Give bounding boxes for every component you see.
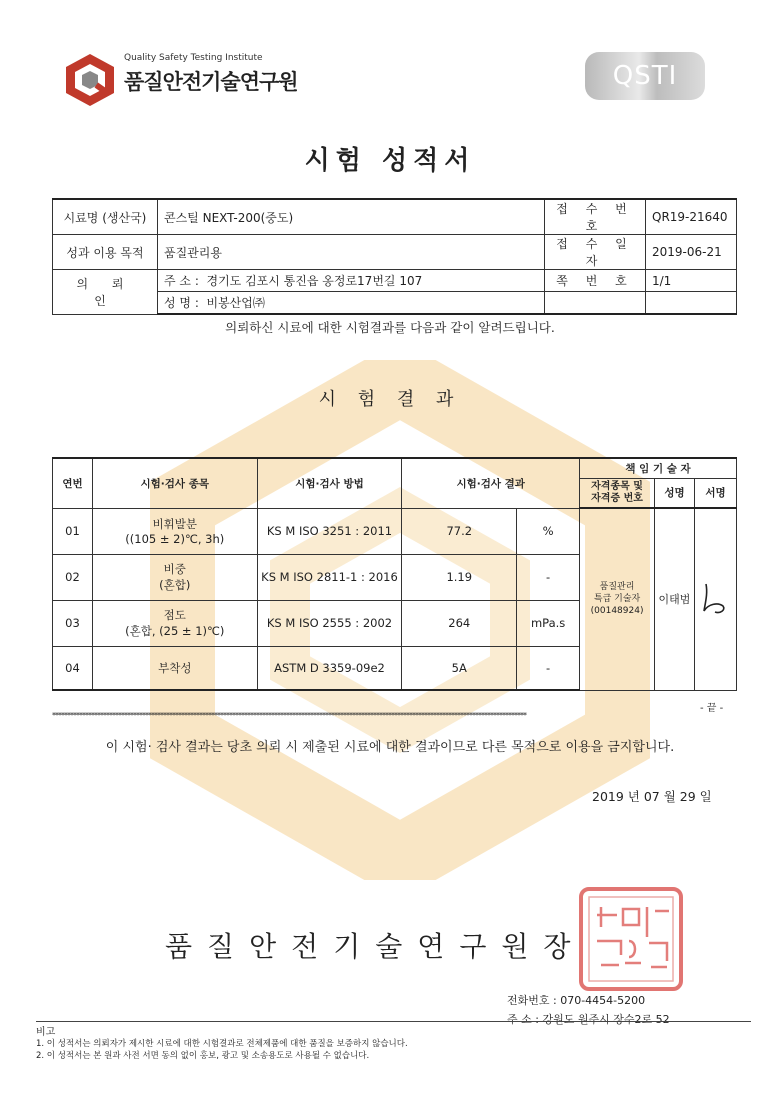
qual-line: 품질관리: [599, 582, 635, 593]
header-method: 시험·검사 방법: [257, 458, 402, 508]
engineer-name: 이태범: [655, 508, 695, 690]
note-item: 1. 이 성적서는 의뢰자가 제시한 시료에 대한 시험결과로 전체제품에 대한 품질을 보증하지 않습니다.: [36, 1039, 408, 1049]
row-value: 1.19: [402, 554, 517, 600]
results-table: [52, 457, 737, 691]
row-item: [92, 600, 257, 646]
name-label: 성 명 :: [164, 296, 199, 310]
end-mark: - 끝 -: [700, 703, 724, 714]
row-no: 01: [53, 508, 93, 554]
row-item-name: 비휘발분: [152, 517, 197, 531]
issuer-name: 품질안전기술연구원장: [165, 930, 586, 963]
row-item-cond: (혼합, (25 ± 1)℃): [125, 624, 225, 638]
row-method: ASTM D 3359-09e2: [257, 646, 402, 690]
contact-phone: 전화번호 : 070-4454-5200: [507, 994, 646, 1007]
receipt-no: QR19-21640: [646, 199, 737, 235]
row-item: [92, 554, 257, 600]
purpose-label: 성과 이용 목적: [53, 235, 158, 270]
header-item: 시험·검사 종목: [92, 458, 257, 508]
row-item-name: 점도: [163, 608, 186, 622]
row-unit: -: [517, 554, 580, 600]
document-title: 시험 성적서: [304, 146, 476, 176]
empty-cell: [545, 292, 646, 315]
notes-heading: 비고: [36, 1027, 56, 1038]
header-no: 연번: [53, 458, 93, 508]
row-unit: -: [517, 646, 580, 690]
receipt-date-label: 접 수 일 자: [545, 235, 646, 270]
divider-stars: **************************************************************************************************************************************************************: [52, 711, 526, 720]
header-responsible: 책 임 기 술 자: [580, 458, 737, 478]
empty-cell: [646, 292, 737, 315]
header-qual: 자격종목 및 자격증 번호: [580, 478, 655, 508]
row-value: 264: [402, 600, 517, 646]
client-address: [158, 270, 545, 292]
header-result: 시험·검사 결과: [402, 458, 580, 508]
sample-name: 콘스틸 NEXT-200(중도): [158, 199, 545, 235]
purpose: 품질관리용: [158, 235, 545, 270]
results-title: 시 험 결 과: [318, 389, 462, 410]
row-item: 부착성: [92, 646, 257, 690]
row-value: 77.2: [402, 508, 517, 554]
qual-line: 특급 기술자: [593, 594, 641, 605]
receipt-no-label: 접 수 번 호: [545, 199, 646, 235]
engineer-signature: [694, 508, 736, 690]
header-name: 성명: [655, 478, 695, 508]
org-name-ko: 품질안전기술연구원: [124, 70, 298, 94]
org-name-en: Quality Safety Testing Institute: [124, 53, 263, 63]
official-seal-stamp: [577, 885, 685, 993]
row-item: [92, 508, 257, 554]
institute-logo-icon: [62, 52, 118, 108]
row-no: 04: [53, 646, 93, 690]
note-item: 2. 이 성적서는 본 원과 사전 서면 동의 없이 홍보, 광고 및 소송용도로 사용될 수 없습니다.: [36, 1051, 370, 1061]
row-item-cond: ((105 ± 2)℃, 3h): [125, 532, 225, 546]
client-name: [158, 292, 545, 315]
qual-line: (00148924): [590, 606, 644, 617]
intro-text: 의뢰하신 시료에 대한 시험결과를 다음과 같이 알려드립니다.: [225, 320, 555, 335]
sample-name-label: 시료명 (생산국): [53, 199, 158, 235]
row-unit: mPa.s: [517, 600, 580, 646]
row-item-cond: (혼합): [159, 578, 191, 592]
info-table: [52, 198, 737, 315]
row-method: KS M ISO 3251 : 2011: [257, 508, 402, 554]
table-row: [53, 508, 737, 554]
header-sign: 서명: [694, 478, 736, 508]
address-value: 경기도 김포시 통진읍 옹정로17번길 107: [206, 274, 423, 288]
usage-notice: 이 시험· 검사 결과는 당초 의뢰 시 제출된 시료에 대한 결과이므로 다른 목적으로 이용을 금지합니다.: [105, 740, 675, 755]
issue-date: 2019 년 07 월 29 일: [592, 789, 712, 804]
receipt-date: 2019-06-21: [646, 235, 737, 270]
row-method: KS M ISO 2555 : 2002: [257, 600, 402, 646]
page-label: 쪽 번 호: [545, 270, 646, 292]
qsti-badge: QSTI: [585, 52, 705, 100]
row-no: 02: [53, 554, 93, 600]
address-label: 주 소 :: [164, 274, 199, 288]
name-value: 비봉산업㈜: [206, 296, 265, 310]
client-label: 의 뢰 인: [53, 270, 158, 315]
engineer-qualification: [580, 508, 655, 690]
row-item-name: 비중: [163, 562, 186, 576]
row-method: KS M ISO 2811-1 : 2016: [257, 554, 402, 600]
contact-address: 주 소 : 강원도 원주시 장수2로 52: [507, 1013, 670, 1026]
row-value: 5A: [402, 646, 517, 690]
row-unit: %: [517, 508, 580, 554]
row-no: 03: [53, 600, 93, 646]
signature-icon: [698, 578, 732, 618]
page-value: 1/1: [646, 270, 737, 292]
notes-divider: [36, 1021, 751, 1022]
